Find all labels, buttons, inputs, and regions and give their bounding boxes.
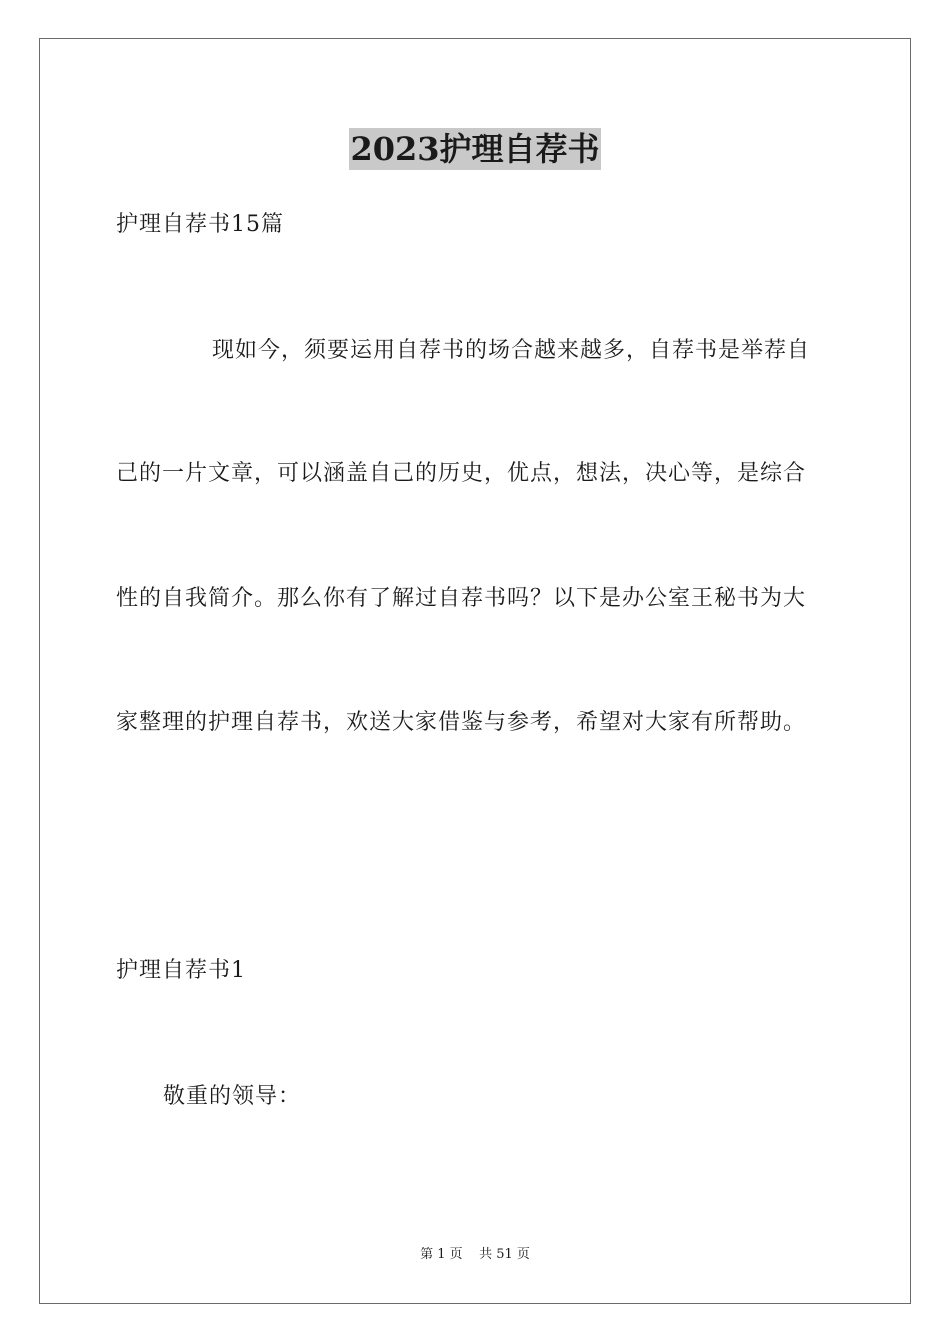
intro-line-3: 性的自我简介。那么你有了解过自荐书吗？以下是办公室王秘书为大 [116,586,807,611]
salutation: 敬重的领导： [163,1084,302,1109]
intro-line-1: 现如今，须要运用自荐书的场合越来越多，自荐书是举荐自 [212,338,811,363]
intro-line-4: 家整理的护理自荐书，欢送大家借鉴与参考，希望对大家有所帮助。 [116,710,807,735]
section-heading: 护理自荐书1 [116,958,246,983]
subtitle: 护理自荐书15篇 [116,212,284,237]
document-title: 2023护理自荐书 [350,130,600,168]
title-container [0,128,950,170]
intro-line-2: 己的一片文章，可以涵盖自己的历史，优点，想法，决心等，是综合 [116,461,807,486]
page-footer: 第 1 页 共 51 页 [420,1247,530,1262]
